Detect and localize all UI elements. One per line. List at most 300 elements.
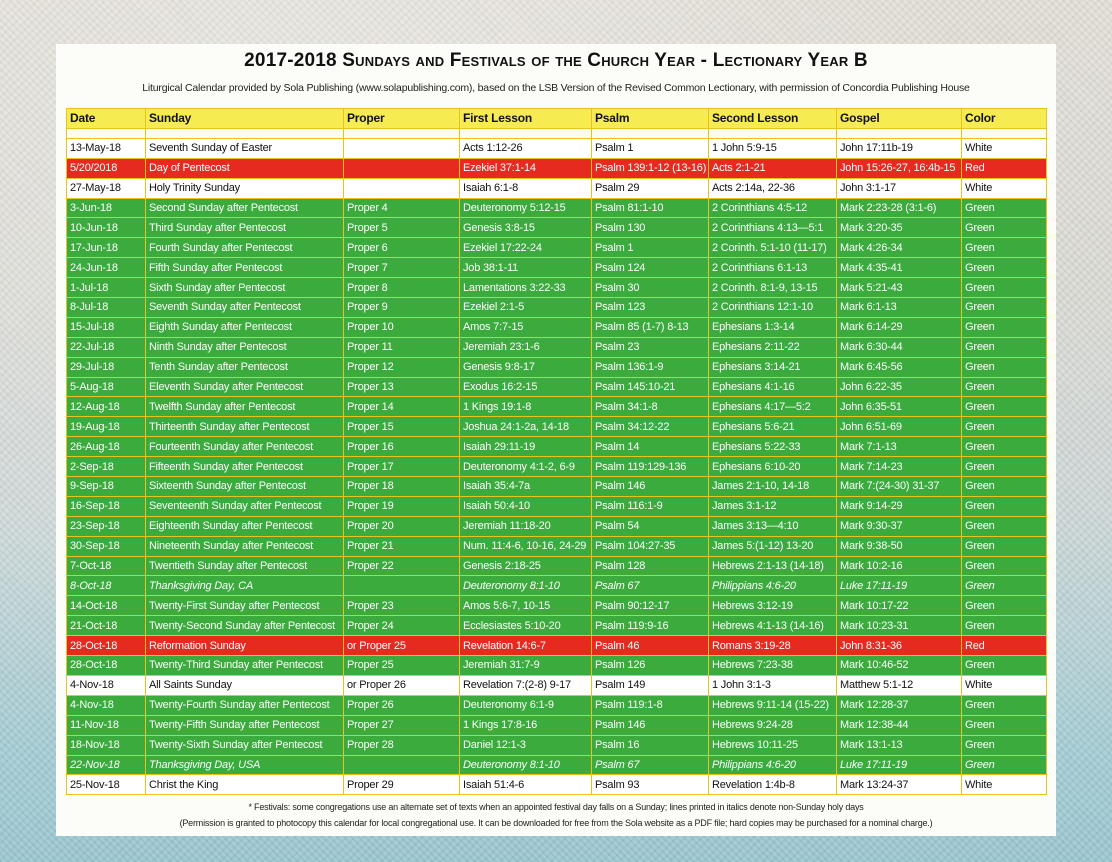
- gospel-cell: Mark 6:30-44: [837, 337, 962, 357]
- first-lesson-cell: Deuteronomy 4:1-2, 6-9: [460, 457, 592, 477]
- table-row: [67, 755, 1047, 775]
- spacer-cell: [709, 128, 837, 138]
- table-row: [67, 138, 1047, 158]
- proper-cell: Proper 22: [344, 556, 460, 576]
- sunday-cell: Twenty-Fourth Sunday after Pentecost: [146, 695, 344, 715]
- column-header-sunday: Sunday: [146, 109, 344, 129]
- sunday-cell: Ninth Sunday after Pentecost: [146, 337, 344, 357]
- date-cell: 4-Nov-18: [67, 695, 146, 715]
- color-cell: White: [962, 178, 1047, 198]
- table-row: [67, 377, 1047, 397]
- sunday-cell: Fifth Sunday after Pentecost: [146, 258, 344, 278]
- sunday-cell: Eighth Sunday after Pentecost: [146, 317, 344, 337]
- sunday-cell: Sixth Sunday after Pentecost: [146, 278, 344, 298]
- gospel-cell: Mark 7:1-13: [837, 437, 962, 457]
- psalm-cell: Psalm 119:9-16: [592, 616, 709, 636]
- table-row: [67, 278, 1047, 298]
- table-row: [67, 775, 1047, 795]
- table-row: [67, 477, 1047, 497]
- psalm-cell: Psalm 119:1-8: [592, 695, 709, 715]
- gospel-cell: Mark 5:21-43: [837, 278, 962, 298]
- second-lesson-cell: Ephesians 3:14-21: [709, 357, 837, 377]
- sunday-cell: Thanksgiving Day, CA: [146, 576, 344, 596]
- table-row: [67, 218, 1047, 238]
- psalm-cell: Psalm 145:10-21: [592, 377, 709, 397]
- table-row: [67, 258, 1047, 278]
- first-lesson-cell: Amos 7:7-15: [460, 317, 592, 337]
- psalm-cell: Psalm 1: [592, 238, 709, 258]
- second-lesson-cell: Acts 2:14a, 22-36: [709, 178, 837, 198]
- psalm-cell: Psalm 123: [592, 298, 709, 318]
- gospel-cell: Mark 6:1-13: [837, 298, 962, 318]
- date-cell: 24-Jun-18: [67, 258, 146, 278]
- first-lesson-cell: Jeremiah 11:18-20: [460, 516, 592, 536]
- color-cell: Green: [962, 417, 1047, 437]
- table-row: [67, 397, 1047, 417]
- table-row: [67, 695, 1047, 715]
- second-lesson-cell: 2 Corinthians 12:1-10: [709, 298, 837, 318]
- proper-cell: or Proper 26: [344, 675, 460, 695]
- column-header-color: Color: [962, 109, 1047, 129]
- proper-cell: Proper 26: [344, 695, 460, 715]
- gospel-cell: Mark 13:1-13: [837, 735, 962, 755]
- psalm-cell: Psalm 34:1-8: [592, 397, 709, 417]
- psalm-cell: Psalm 93: [592, 775, 709, 795]
- first-lesson-cell: Isaiah 51:4-6: [460, 775, 592, 795]
- spacer-cell: [962, 128, 1047, 138]
- proper-cell: Proper 17: [344, 457, 460, 477]
- proper-cell: Proper 21: [344, 536, 460, 556]
- proper-cell: or Proper 25: [344, 636, 460, 656]
- first-lesson-cell: Ezekiel 2:1-5: [460, 298, 592, 318]
- color-cell: Green: [962, 715, 1047, 735]
- sunday-cell: Seventh Sunday of Easter: [146, 138, 344, 158]
- color-cell: White: [962, 675, 1047, 695]
- gospel-cell: Mark 10:2-16: [837, 556, 962, 576]
- proper-cell: Proper 27: [344, 715, 460, 735]
- date-cell: 7-Oct-18: [67, 556, 146, 576]
- first-lesson-cell: Ecclesiastes 5:10-20: [460, 616, 592, 636]
- table-row: [67, 596, 1047, 616]
- second-lesson-cell: Romans 3:19-28: [709, 636, 837, 656]
- gospel-cell: Mark 7:14-23: [837, 457, 962, 477]
- sunday-cell: Twenty-Sixth Sunday after Pentecost: [146, 735, 344, 755]
- second-lesson-cell: Ephesians 5:22-33: [709, 437, 837, 457]
- table-row: [67, 536, 1047, 556]
- date-cell: 22-Nov-18: [67, 755, 146, 775]
- gospel-cell: Mark 6:14-29: [837, 317, 962, 337]
- gospel-cell: John 17:11b-19: [837, 138, 962, 158]
- proper-cell: [344, 576, 460, 596]
- sunday-cell: Day of Pentecost: [146, 158, 344, 178]
- first-lesson-cell: 1 Kings 19:1-8: [460, 397, 592, 417]
- sunday-cell: Christ the King: [146, 775, 344, 795]
- color-cell: Green: [962, 496, 1047, 516]
- table-row: [67, 636, 1047, 656]
- second-lesson-cell: 2 Corinth. 5:1-10 (11-17): [709, 238, 837, 258]
- gospel-cell: Mark 7:(24-30) 31-37: [837, 477, 962, 497]
- second-lesson-cell: Philippians 4:6-20: [709, 755, 837, 775]
- color-cell: Green: [962, 397, 1047, 417]
- psalm-cell: Psalm 16: [592, 735, 709, 755]
- color-cell: Red: [962, 636, 1047, 656]
- date-cell: 12-Aug-18: [67, 397, 146, 417]
- proper-cell: Proper 25: [344, 656, 460, 676]
- first-lesson-cell: Joshua 24:1-2a, 14-18: [460, 417, 592, 437]
- sunday-cell: Twenty-Fifth Sunday after Pentecost: [146, 715, 344, 735]
- proper-cell: Proper 13: [344, 377, 460, 397]
- gospel-cell: Mark 13:24-37: [837, 775, 962, 795]
- gospel-cell: Luke 17:11-19: [837, 755, 962, 775]
- gospel-cell: Mark 9:38-50: [837, 536, 962, 556]
- psalm-cell: Psalm 128: [592, 556, 709, 576]
- proper-cell: Proper 18: [344, 477, 460, 497]
- color-cell: Green: [962, 755, 1047, 775]
- column-header-first-lesson: First Lesson: [460, 109, 592, 129]
- color-cell: Green: [962, 616, 1047, 636]
- second-lesson-cell: Revelation 1:4b-8: [709, 775, 837, 795]
- second-lesson-cell: Hebrews 9:11-14 (15-22): [709, 695, 837, 715]
- date-cell: 30-Sep-18: [67, 536, 146, 556]
- date-cell: 26-Aug-18: [67, 437, 146, 457]
- date-cell: 10-Jun-18: [67, 218, 146, 238]
- sunday-cell: Fifteenth Sunday after Pentecost: [146, 457, 344, 477]
- proper-cell: Proper 29: [344, 775, 460, 795]
- first-lesson-cell: Genesis 9:8-17: [460, 357, 592, 377]
- color-cell: Green: [962, 695, 1047, 715]
- proper-cell: Proper 20: [344, 516, 460, 536]
- date-cell: 8-Jul-18: [67, 298, 146, 318]
- psalm-cell: Psalm 14: [592, 437, 709, 457]
- first-lesson-cell: Isaiah 29:11-19: [460, 437, 592, 457]
- table-row: [67, 357, 1047, 377]
- sunday-cell: Nineteenth Sunday after Pentecost: [146, 536, 344, 556]
- gospel-cell: Mark 6:45-56: [837, 357, 962, 377]
- date-cell: 29-Jul-18: [67, 357, 146, 377]
- table-row: [67, 656, 1047, 676]
- date-cell: 19-Aug-18: [67, 417, 146, 437]
- gospel-cell: Mark 10:23-31: [837, 616, 962, 636]
- second-lesson-cell: Ephesians 4:17—5:2: [709, 397, 837, 417]
- sunday-cell: Twenty-First Sunday after Pentecost: [146, 596, 344, 616]
- gospel-cell: John 6:51-69: [837, 417, 962, 437]
- second-lesson-cell: Hebrews 9:24-28: [709, 715, 837, 735]
- sunday-cell: Reformation Sunday: [146, 636, 344, 656]
- first-lesson-cell: Deuteronomy 8:1-10: [460, 755, 592, 775]
- page-subtitle: Liturgical Calendar provided by Sola Publishing (www.solapublishing.com), based on the LSB Version of the Revised Common Lectionary, with permission of Concordia Publishing House: [142, 82, 970, 94]
- psalm-cell: Psalm 54: [592, 516, 709, 536]
- color-cell: Green: [962, 536, 1047, 556]
- sunday-cell: Third Sunday after Pentecost: [146, 218, 344, 238]
- first-lesson-cell: Isaiah 50:4-10: [460, 496, 592, 516]
- color-cell: Green: [962, 298, 1047, 318]
- second-lesson-cell: 2 Corinthians 4:5-12: [709, 198, 837, 218]
- color-cell: Green: [962, 457, 1047, 477]
- date-cell: 14-Oct-18: [67, 596, 146, 616]
- footnote-permission: (Permission is granted to photocopy this calendar for local congregational use. It can be downloaded for free from the Sola website as a PDF file; hard copies may be purchased for a nominal charge.): [179, 818, 933, 828]
- second-lesson-cell: Hebrews 10:11-25: [709, 735, 837, 755]
- date-cell: 9-Sep-18: [67, 477, 146, 497]
- column-header-psalm: Psalm: [592, 109, 709, 129]
- psalm-cell: Psalm 34:12-22: [592, 417, 709, 437]
- first-lesson-cell: Genesis 2:18-25: [460, 556, 592, 576]
- psalm-cell: Psalm 67: [592, 755, 709, 775]
- proper-cell: Proper 16: [344, 437, 460, 457]
- gospel-cell: Luke 17:11-19: [837, 576, 962, 596]
- second-lesson-cell: James 3:1-12: [709, 496, 837, 516]
- table-row: [67, 437, 1047, 457]
- table-row: [67, 556, 1047, 576]
- color-cell: Green: [962, 735, 1047, 755]
- table-row: [67, 715, 1047, 735]
- spacer-cell: [460, 128, 592, 138]
- proper-cell: Proper 10: [344, 317, 460, 337]
- date-cell: 23-Sep-18: [67, 516, 146, 536]
- first-lesson-cell: Genesis 3:8-15: [460, 218, 592, 238]
- sunday-cell: Eleventh Sunday after Pentecost: [146, 377, 344, 397]
- sunday-cell: Eighteenth Sunday after Pentecost: [146, 516, 344, 536]
- sunday-cell: Second Sunday after Pentecost: [146, 198, 344, 218]
- spacer-cell: [67, 128, 146, 138]
- spacer-cell: [344, 128, 460, 138]
- proper-cell: Proper 12: [344, 357, 460, 377]
- date-cell: 2-Sep-18: [67, 457, 146, 477]
- sunday-cell: Twenty-Third Sunday after Pentecost: [146, 656, 344, 676]
- proper-cell: Proper 9: [344, 298, 460, 318]
- first-lesson-cell: Revelation 14:6-7: [460, 636, 592, 656]
- color-cell: Green: [962, 258, 1047, 278]
- color-cell: Green: [962, 656, 1047, 676]
- color-cell: Green: [962, 437, 1047, 457]
- date-cell: 4-Nov-18: [67, 675, 146, 695]
- psalm-cell: Psalm 23: [592, 337, 709, 357]
- color-cell: Green: [962, 278, 1047, 298]
- first-lesson-cell: Amos 5:6-7, 10-15: [460, 596, 592, 616]
- color-cell: Green: [962, 317, 1047, 337]
- table-row: [67, 417, 1047, 437]
- psalm-cell: Psalm 1: [592, 138, 709, 158]
- table-row: [67, 238, 1047, 258]
- proper-cell: [344, 138, 460, 158]
- sunday-cell: Holy Trinity Sunday: [146, 178, 344, 198]
- proper-cell: Proper 5: [344, 218, 460, 238]
- psalm-cell: Psalm 30: [592, 278, 709, 298]
- first-lesson-cell: Acts 1:12-26: [460, 138, 592, 158]
- date-cell: 28-Oct-18: [67, 656, 146, 676]
- sunday-cell: Twelfth Sunday after Pentecost: [146, 397, 344, 417]
- gospel-cell: Mark 10:17-22: [837, 596, 962, 616]
- proper-cell: Proper 4: [344, 198, 460, 218]
- sunday-cell: Seventh Sunday after Pentecost: [146, 298, 344, 318]
- sunday-cell: Tenth Sunday after Pentecost: [146, 357, 344, 377]
- table-row: [67, 198, 1047, 218]
- date-cell: 17-Jun-18: [67, 238, 146, 258]
- color-cell: Green: [962, 556, 1047, 576]
- date-cell: 16-Sep-18: [67, 496, 146, 516]
- table-row: [67, 516, 1047, 536]
- psalm-cell: Psalm 149: [592, 675, 709, 695]
- spacer-cell: [146, 128, 344, 138]
- calendar-sheet: [56, 44, 1056, 836]
- first-lesson-cell: Deuteronomy 8:1-10: [460, 576, 592, 596]
- table-row: [67, 457, 1047, 477]
- psalm-cell: Psalm 67: [592, 576, 709, 596]
- date-cell: 22-Jul-18: [67, 337, 146, 357]
- gospel-cell: John 6:22-35: [837, 377, 962, 397]
- column-header-second-lesson: Second Lesson: [709, 109, 837, 129]
- psalm-cell: Psalm 136:1-9: [592, 357, 709, 377]
- color-cell: Green: [962, 337, 1047, 357]
- second-lesson-cell: Ephesians 1:3-14: [709, 317, 837, 337]
- psalm-cell: Psalm 90:12-17: [592, 596, 709, 616]
- date-cell: 8-Oct-18: [67, 576, 146, 596]
- date-cell: 5/20/2018: [67, 158, 146, 178]
- second-lesson-cell: Ephesians 6:10-20: [709, 457, 837, 477]
- color-cell: Green: [962, 357, 1047, 377]
- gospel-cell: Matthew 5:1-12: [837, 675, 962, 695]
- first-lesson-cell: Jeremiah 23:1-6: [460, 337, 592, 357]
- first-lesson-cell: Revelation 7:(2-8) 9-17: [460, 675, 592, 695]
- psalm-cell: Psalm 119:129-136: [592, 457, 709, 477]
- psalm-cell: Psalm 126: [592, 656, 709, 676]
- first-lesson-cell: Isaiah 35:4-7a: [460, 477, 592, 497]
- psalm-cell: Psalm 146: [592, 477, 709, 497]
- color-cell: Green: [962, 218, 1047, 238]
- proper-cell: Proper 14: [344, 397, 460, 417]
- color-cell: Green: [962, 198, 1047, 218]
- table-row: [67, 317, 1047, 337]
- sunday-cell: Seventeenth Sunday after Pentecost: [146, 496, 344, 516]
- proper-cell: Proper 11: [344, 337, 460, 357]
- date-cell: 25-Nov-18: [67, 775, 146, 795]
- psalm-cell: Psalm 85 (1-7) 8-13: [592, 317, 709, 337]
- proper-cell: Proper 15: [344, 417, 460, 437]
- second-lesson-cell: Hebrews 3:12-19: [709, 596, 837, 616]
- gospel-cell: Mark 12:38-44: [837, 715, 962, 735]
- table-row: [67, 576, 1047, 596]
- second-lesson-cell: Philippians 4:6-20: [709, 576, 837, 596]
- proper-cell: Proper 19: [344, 496, 460, 516]
- gospel-cell: Mark 12:28-37: [837, 695, 962, 715]
- sunday-cell: Thanksgiving Day, USA: [146, 755, 344, 775]
- color-cell: Green: [962, 516, 1047, 536]
- color-cell: Green: [962, 576, 1047, 596]
- date-cell: 11-Nov-18: [67, 715, 146, 735]
- second-lesson-cell: Ephesians 2:11-22: [709, 337, 837, 357]
- proper-cell: Proper 6: [344, 238, 460, 258]
- second-lesson-cell: Hebrews 7:23-38: [709, 656, 837, 676]
- color-cell: White: [962, 138, 1047, 158]
- table-row: [67, 735, 1047, 755]
- gospel-cell: John 15:26-27, 16:4b-15: [837, 158, 962, 178]
- first-lesson-cell: 1 Kings 17:8-16: [460, 715, 592, 735]
- sunday-cell: Thirteenth Sunday after Pentecost: [146, 417, 344, 437]
- psalm-cell: Psalm 116:1-9: [592, 496, 709, 516]
- second-lesson-cell: James 5:(1-12) 13-20: [709, 536, 837, 556]
- sunday-cell: Fourth Sunday after Pentecost: [146, 238, 344, 258]
- table-row: [67, 178, 1047, 198]
- first-lesson-cell: Ezekiel 17:22-24: [460, 238, 592, 258]
- second-lesson-cell: Acts 2:1-21: [709, 158, 837, 178]
- spacer-cell: [592, 128, 709, 138]
- column-header-date: Date: [67, 109, 146, 129]
- second-lesson-cell: Ephesians 4:1-16: [709, 377, 837, 397]
- date-cell: 13-May-18: [67, 138, 146, 158]
- page-title: 2017-2018 Sundays and Festivals of the Church Year - Lectionary Year B: [244, 50, 868, 71]
- color-cell: White: [962, 775, 1047, 795]
- table-row: [67, 158, 1047, 178]
- color-cell: Green: [962, 377, 1047, 397]
- psalm-cell: Psalm 81:1-10: [592, 198, 709, 218]
- psalm-cell: Psalm 146: [592, 715, 709, 735]
- date-cell: 3-Jun-18: [67, 198, 146, 218]
- psalm-cell: Psalm 139:1-12 (13-16): [592, 158, 709, 178]
- sunday-cell: Twenty-Second Sunday after Pentecost: [146, 616, 344, 636]
- sunday-cell: Sixteenth Sunday after Pentecost: [146, 477, 344, 497]
- color-cell: Green: [962, 596, 1047, 616]
- psalm-cell: Psalm 29: [592, 178, 709, 198]
- psalm-cell: Psalm 46: [592, 636, 709, 656]
- table-row: [67, 675, 1047, 695]
- psalm-cell: Psalm 130: [592, 218, 709, 238]
- proper-cell: Proper 23: [344, 596, 460, 616]
- proper-cell: Proper 8: [344, 278, 460, 298]
- first-lesson-cell: Deuteronomy 6:1-9: [460, 695, 592, 715]
- color-cell: Green: [962, 238, 1047, 258]
- proper-cell: [344, 158, 460, 178]
- second-lesson-cell: 2 Corinthians 6:1-13: [709, 258, 837, 278]
- gospel-cell: Mark 4:35-41: [837, 258, 962, 278]
- lectionary-table: [66, 108, 1047, 795]
- second-lesson-cell: 1 John 3:1-3: [709, 675, 837, 695]
- second-lesson-cell: 1 John 5:9-15: [709, 138, 837, 158]
- footnote-festivals: * Festivals: some congregations use an alternate set of texts when an appointed festival day falls on a Sunday; lines printed in italics denote non-Sunday holy days: [248, 802, 864, 812]
- proper-cell: Proper 24: [344, 616, 460, 636]
- first-lesson-cell: Job 38:1-11: [460, 258, 592, 278]
- table-body: [67, 128, 1047, 794]
- first-lesson-cell: Isaiah 6:1-8: [460, 178, 592, 198]
- first-lesson-cell: Num. 11:4-6, 10-16, 24-29: [460, 536, 592, 556]
- proper-cell: Proper 7: [344, 258, 460, 278]
- first-lesson-cell: Deuteronomy 5:12-15: [460, 198, 592, 218]
- date-cell: 15-Jul-18: [67, 317, 146, 337]
- sunday-cell: All Saints Sunday: [146, 675, 344, 695]
- date-cell: 28-Oct-18: [67, 636, 146, 656]
- color-cell: Green: [962, 477, 1047, 497]
- gospel-cell: Mark 9:14-29: [837, 496, 962, 516]
- table-row: [67, 298, 1047, 318]
- gospel-cell: Mark 3:20-35: [837, 218, 962, 238]
- gospel-cell: John 8:31-36: [837, 636, 962, 656]
- sunday-cell: Twentieth Sunday after Pentecost: [146, 556, 344, 576]
- gospel-cell: Mark 9:30-37: [837, 516, 962, 536]
- second-lesson-cell: Hebrews 4:1-13 (14-16): [709, 616, 837, 636]
- gospel-cell: Mark 10:46-52: [837, 656, 962, 676]
- table-row: [67, 337, 1047, 357]
- proper-cell: [344, 178, 460, 198]
- psalm-cell: Psalm 104:27-35: [592, 536, 709, 556]
- second-lesson-cell: Hebrews 2:1-13 (14-18): [709, 556, 837, 576]
- date-cell: 5-Aug-18: [67, 377, 146, 397]
- date-cell: 18-Nov-18: [67, 735, 146, 755]
- first-lesson-cell: Exodus 16:2-15: [460, 377, 592, 397]
- date-cell: 21-Oct-18: [67, 616, 146, 636]
- second-lesson-cell: 2 Corinthians 4:13—5:1: [709, 218, 837, 238]
- date-cell: 27-May-18: [67, 178, 146, 198]
- first-lesson-cell: Lamentations 3:22-33: [460, 278, 592, 298]
- first-lesson-cell: Jeremiah 31:7-9: [460, 656, 592, 676]
- column-header-gospel: Gospel: [837, 109, 962, 129]
